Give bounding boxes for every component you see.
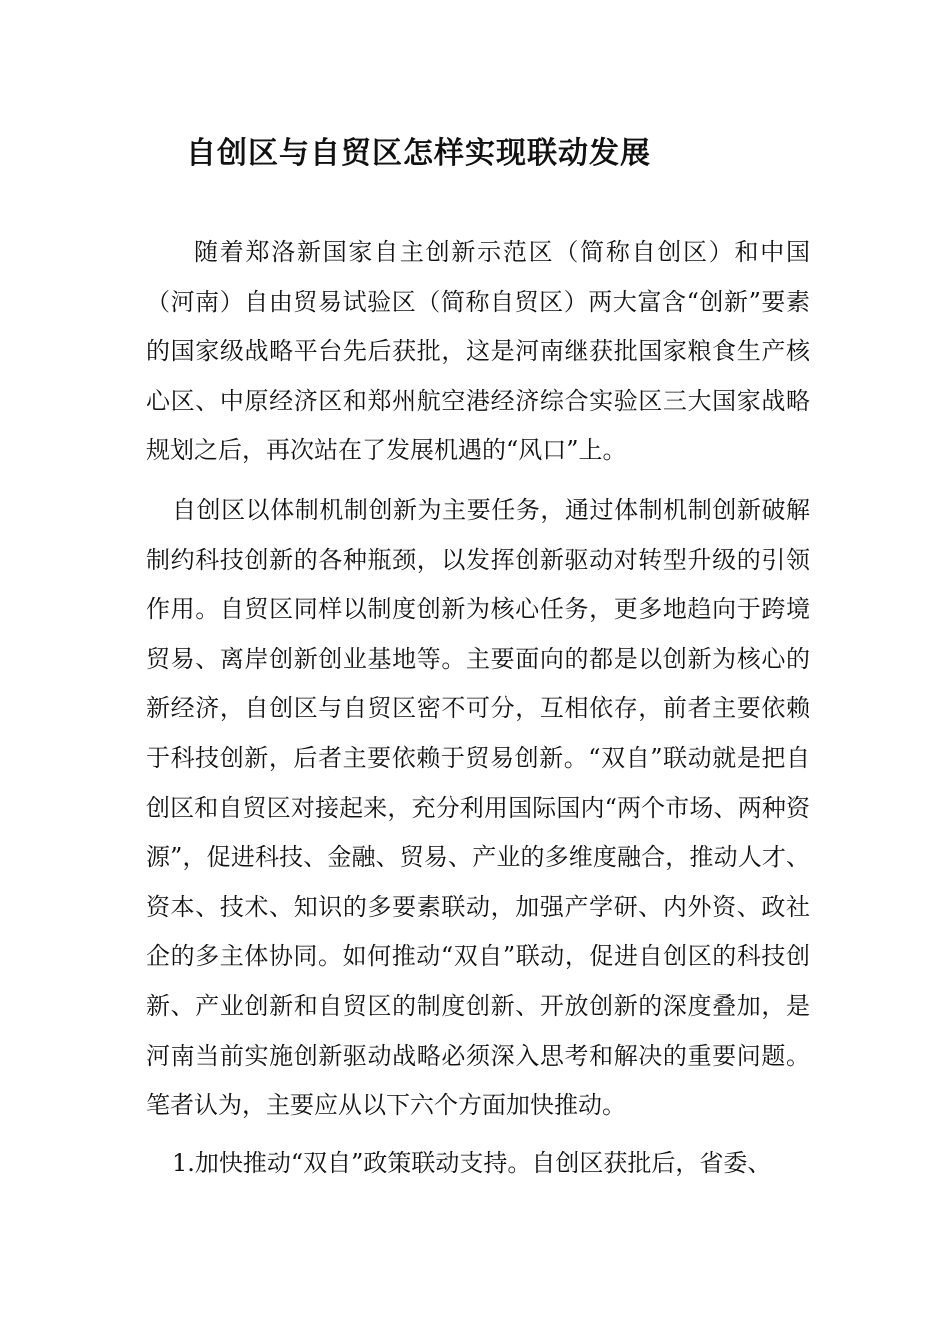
paragraph-intro: 随着郑洛新国家自主创新示范区（简称自创区）和中国（河南）自由贸易试验区（简称自贸区）两大富含“创新”要素的国家级战略平台先后获批，这是河南继获批国家粮食生产核心区、中原经济区和郑州航空港经济综合实验区三大国家战略规划之后，再次站在了发展机遇的“风口”上。 <box>146 238 810 465</box>
paragraph-point-1: 1.加快推动“双自”政策联动支持。自创区获批后，省委、 <box>172 1148 772 1177</box>
paragraph-analysis: 自创区以体制机制创新为主要任务，通过体制机制创新破解制约科技创新的各种瓶颈，以发挥创新驱动对转型升级的引领作用。自贸区同样以制度创新为核心任务，更多地趋向于跨境贸易、离岸创新创业基地等。主要面向的都是以创新为核心的新经济，自创区与自贸区密不可分，互相依存，前者主要依赖于科技创新，后者主要依赖于贸易创新。“双自”联动就是把自创区和自贸区对接起来，充分利用国际国内“两个市场、两种资源”，促进科技、金融、贸易、产业的多维度融合，推动人才、资本、技术、知识的多要素联动，加强产学研、内外资、政社企的多主体协同。如何推动“双自”联动，促进自创区的科技创新、产业创新和自贸区的制度创新、开放创新的深度叠加，是河南当前实施创新驱动战略必须深入思考和解决的重要问题。笔者认为，主要应从以下六个方面加快推动。 <box>146 495 810 1120</box>
document-title: 自创区与自贸区怎样实现联动发展 <box>186 136 651 171</box>
document-body <box>146 228 810 1188</box>
